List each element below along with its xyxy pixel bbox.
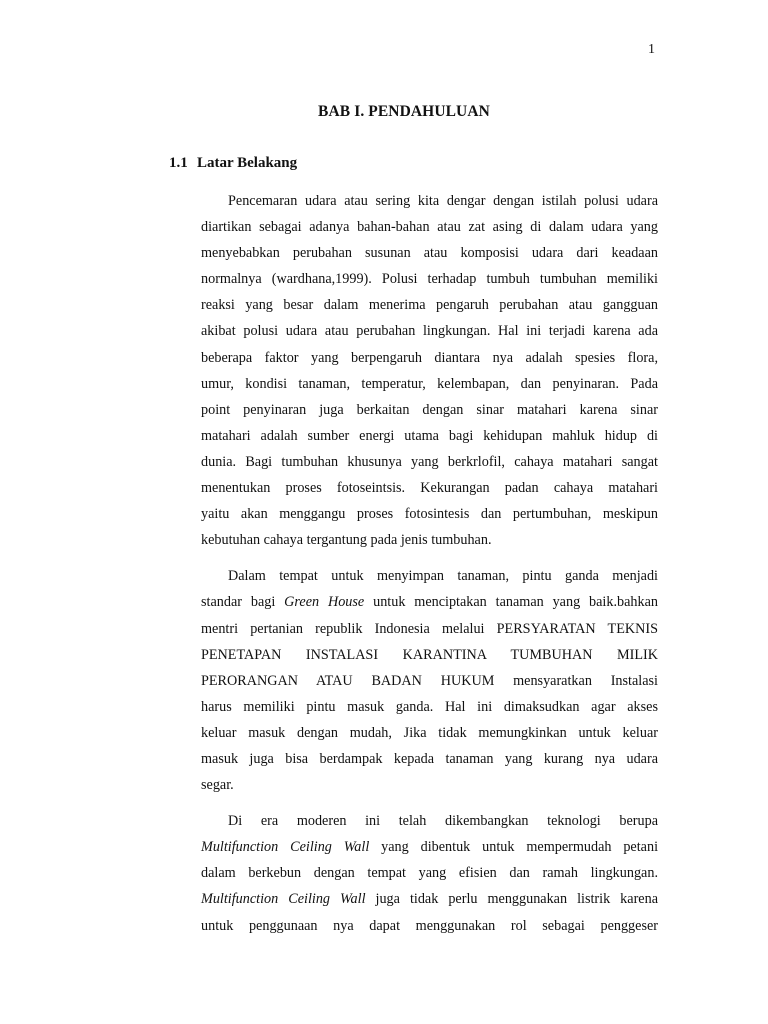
text-line: untuk penggunaan nya dapat menggunakan rol sebagai penggeser (201, 917, 658, 934)
paragraph-2 (201, 563, 658, 798)
text-run: standar bagi (201, 594, 285, 611)
text-line: beberapa faktor yang berpengaruh diantara nya adalah spesies flora, (201, 349, 658, 366)
text-line: masuk juga bisa berdampak kepada tanaman yang kurang nya udara (201, 750, 658, 767)
text-line: Pencemaran udara atau sering kita dengar dengan istilah polusi udara (228, 193, 658, 209)
text-line: dunia. Bagi tumbuhan khusunya yang berkrlofil, cahaya matahari sangat (201, 453, 658, 470)
text-run: yang dibentuk untuk mempermudah petani (369, 839, 659, 856)
text-run: juga tidak perlu menggunakan listrik karena (365, 891, 658, 908)
text-line: PERORANGAN ATAU BADAN HUKUM mensyaratkan Instalasi (201, 672, 658, 689)
italic-term: Multifunction Ceiling Wall (201, 839, 370, 856)
text-run: untuk menciptakan tanaman yang baik.bahkan (364, 594, 658, 611)
section-title: Latar Belakang (197, 155, 298, 171)
text-line: umur, kondisi tanaman, temperatur, kelembapan, dan penyinaran. Pada (201, 375, 658, 392)
text-line: segar. (201, 777, 234, 794)
paragraph-3 (201, 808, 658, 938)
text-line: menentukan proses fotoseintsis. Kekurangan padan cahaya matahari (201, 480, 658, 497)
text-line (201, 886, 658, 912)
paragraph-1 (201, 188, 658, 553)
text-line: Di era moderen ini telah dikembangkan teknologi berupa (228, 813, 658, 830)
text-line (201, 589, 658, 615)
body-text (201, 188, 658, 949)
chapter-title: BAB I. PENDAHULUAN (318, 103, 490, 120)
text-line: dalam berkebun dengan tempat yang efisien dan ramah lingkungan. (201, 865, 658, 882)
text-line: yaitu akan menggangu proses fotosintesis dan pertumbuhan, meskipun (201, 506, 658, 523)
text-line: reaksi yang besar dalam menerima pengaruh perubahan atau gangguan (201, 297, 658, 314)
text-line: PENETAPAN INSTALASI KARANTINA TUMBUHAN MILIK (201, 646, 658, 663)
text-line (201, 834, 658, 860)
italic-term: Multifunction Ceiling Wall (201, 891, 366, 908)
text-line: kebutuhan cahaya tergantung pada jenis tumbuhan. (201, 532, 492, 549)
section-number: 1.1 (169, 155, 188, 171)
text-line: menyebabkan perubahan susunan atau komposisi udara dari keadaan (201, 245, 658, 262)
text-line: harus memiliki pintu masuk ganda. Hal ini dimaksudkan agar akses (201, 698, 658, 715)
text-line: akibat polusi udara atau perubahan lingkungan. Hal ini terjadi karena ada (201, 323, 658, 340)
text-line: Dalam tempat untuk menyimpan tanaman, pintu ganda menjadi (228, 568, 658, 585)
text-line: keluar masuk dengan mudah, Jika tidak memungkinkan untuk keluar (201, 724, 658, 741)
text-line: matahari adalah sumber energi utama bagi kehidupan mahluk hidup di (201, 427, 658, 444)
text-line: normalnya (wardhana,1999). Polusi terhadap tumbuh tumbuhan memiliki (201, 271, 658, 288)
page-number: 1 (648, 42, 655, 57)
section-heading (169, 155, 297, 172)
italic-term: Green House (284, 594, 365, 611)
text-line: mentri pertanian republik Indonesia melalui PERSYARATAN TEKNIS (201, 620, 658, 637)
text-line: diartikan sebagai adanya bahan-bahan atau zat asing di dalam udara yang (201, 219, 658, 236)
text-line: point penyinaran juga berkaitan dengan sinar matahari karena sinar (201, 401, 658, 418)
